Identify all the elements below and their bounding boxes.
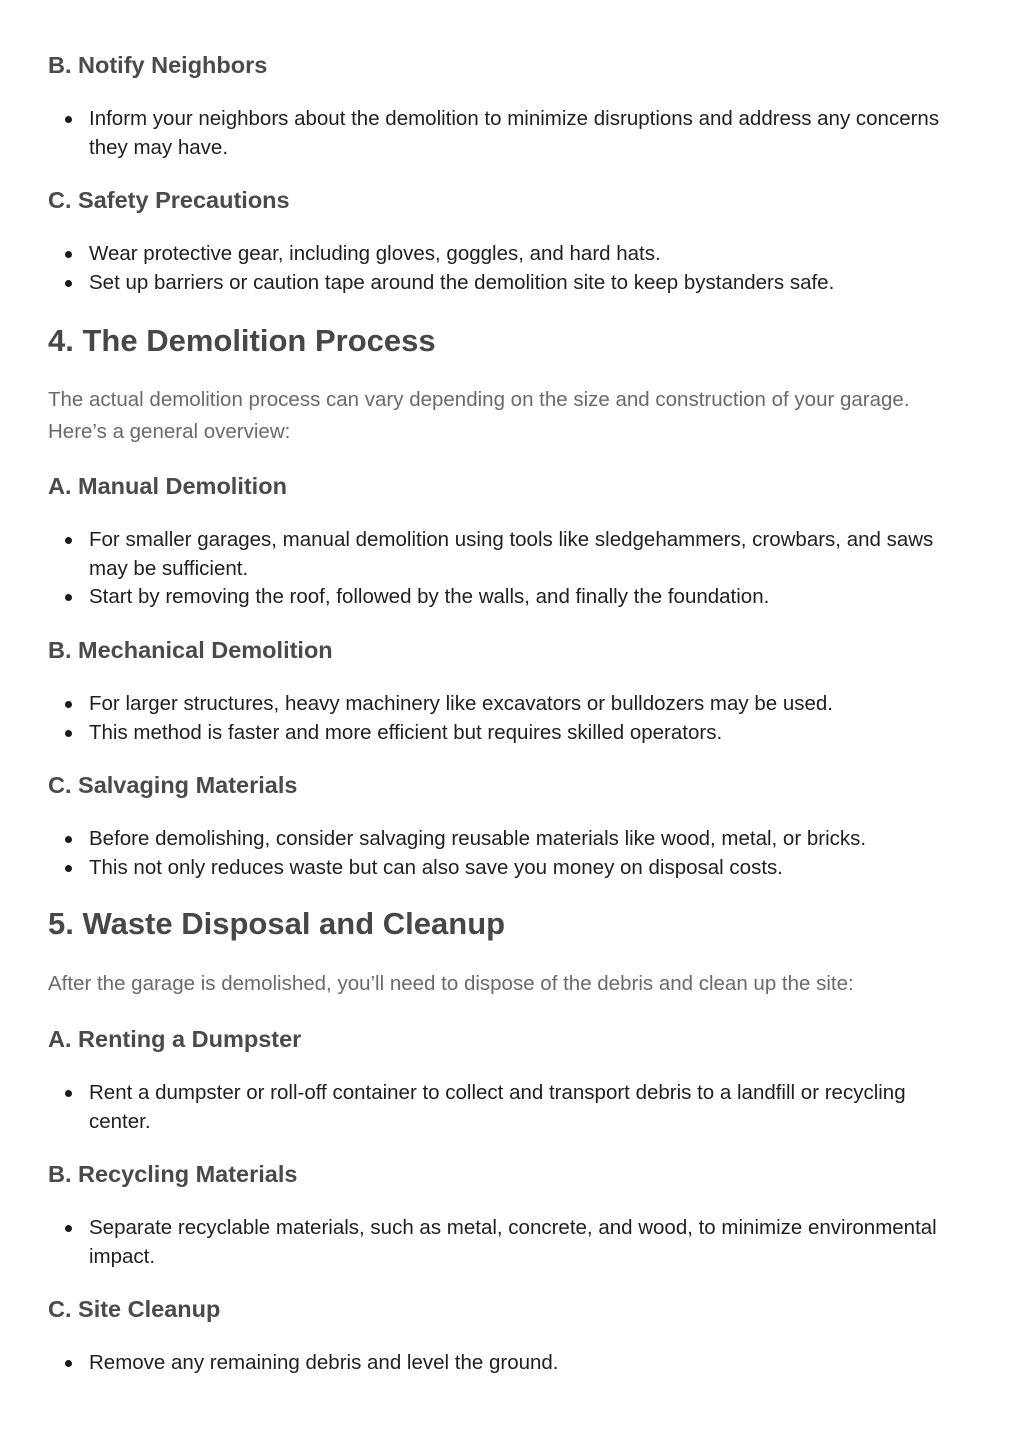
subheading-safety-precautions: C. Safety Precautions [48,187,290,213]
list-item: Remove any remaining debris and level the ground. [48,1349,948,1378]
list-item: Rent a dumpster or roll-off container to collect and transport debris to a landfill or recycling center. [48,1079,948,1136]
list-item: Set up barriers or caution tape around the demolition site to keep bystanders safe. [48,269,948,298]
bullet-list-notify-neighbors [48,105,948,162]
subheading-recycling-materials: B. Recycling Materials [48,1161,298,1187]
section-intro-waste-disposal: After the garage is demolished, you’ll need to dispose of the debris and clean up the site: [48,972,854,995]
list-item: This method is faster and more efficient but requires skilled operators. [48,719,948,748]
subheading-site-cleanup: C. Site Cleanup [48,1296,221,1322]
bullet-icon [65,1225,72,1232]
bullet-icon [65,1090,72,1097]
list-item: This not only reduces waste but can also save you money on disposal costs. [48,854,948,883]
bullet-list-safety-precautions [48,240,948,297]
bullet-list-mechanical-demolition [48,690,948,747]
subheading-salvaging-materials: C. Salvaging Materials [48,772,298,798]
list-item: Inform your neighbors about the demolition to minimize disruptions and address any concerns they may have. [48,105,948,162]
bullet-list-manual-demolition [48,526,948,612]
bullet-list-renting-dumpster [48,1079,948,1136]
list-item: For smaller garages, manual demolition using tools like sledgehammers, crowbars, and saws may be sufficient. [48,526,948,583]
bullet-icon [65,280,72,287]
subheading-notify-neighbors: B. Notify Neighbors [48,52,268,78]
bullet-list-recycling-materials [48,1214,948,1271]
bullet-icon [65,730,72,737]
list-item: Wear protective gear, including gloves, goggles, and hard hats. [48,240,948,269]
list-item: Start by removing the roof, followed by the walls, and finally the foundation. [48,583,948,612]
section-title-waste-disposal: 5. Waste Disposal and Cleanup [48,906,506,941]
bullet-list-salvaging-materials [48,825,948,882]
subheading-renting-dumpster: A. Renting a Dumpster [48,1026,302,1052]
list-item: For larger structures, heavy machinery like excavators or bulldozers may be used. [48,690,948,719]
bullet-icon [65,865,72,872]
bullet-icon [65,116,72,123]
bullet-icon [65,594,72,601]
list-item: Separate recyclable materials, such as metal, concrete, and wood, to minimize environmental impact. [48,1214,948,1271]
bullet-icon [65,1360,72,1367]
list-item: Before demolishing, consider salvaging reusable materials like wood, metal, or bricks. [48,825,948,854]
bullet-icon [65,537,72,544]
subheading-manual-demolition: A. Manual Demolition [48,473,287,499]
section-intro-demolition-process: The actual demolition process can vary depending on the size and construction of your garage. Here’s a general overview: [48,388,910,443]
bullet-icon [65,701,72,708]
subheading-mechanical-demolition: B. Mechanical Demolition [48,637,333,663]
bullet-icon [65,836,72,843]
bullet-list-site-cleanup [48,1349,948,1378]
bullet-icon [65,251,72,258]
section-title-demolition-process: 4. The Demolition Process [48,323,436,358]
